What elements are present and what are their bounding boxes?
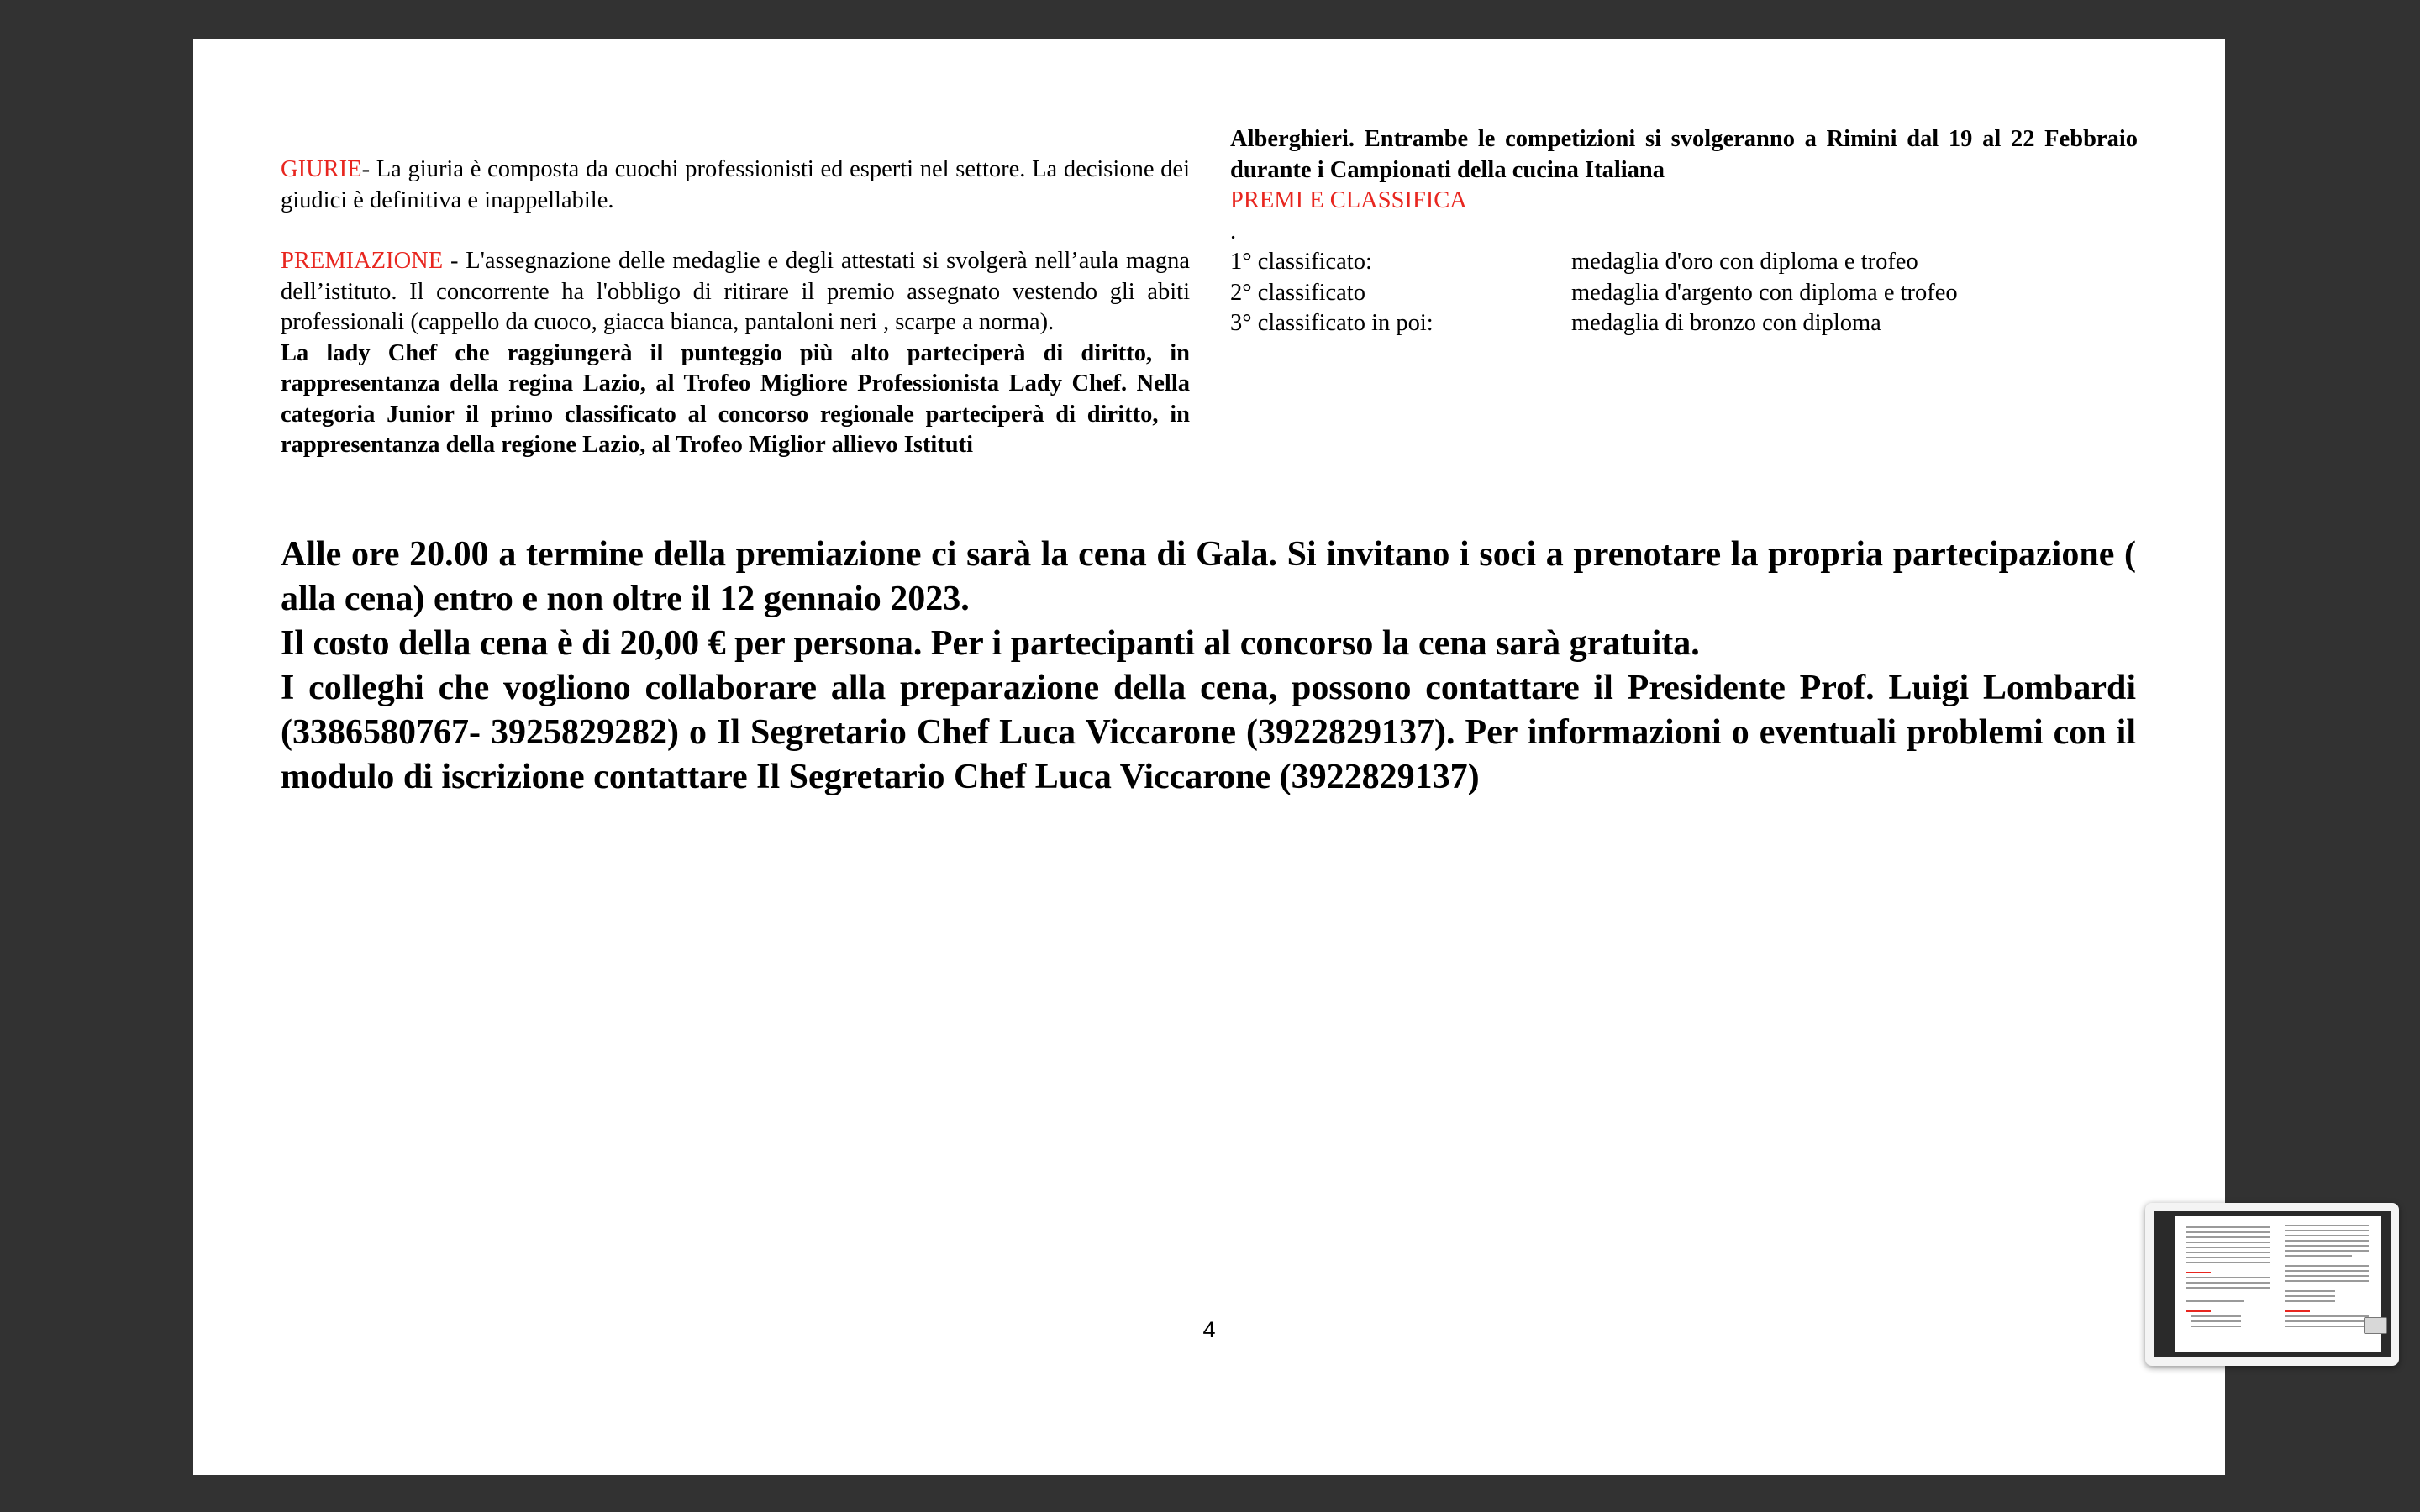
premiazione-paragraph xyxy=(281,246,1190,339)
page-number: 4 xyxy=(1202,1317,1216,1342)
prize-row xyxy=(1230,308,2138,339)
prize-row xyxy=(1230,278,2138,309)
lady-chef-paragraph: La lady Chef che raggiungerà il punteggio più alto parteciperà di diritto, in rappresentanza della regina Lazio, al Trofeo Migliore Professionista Lady Chef. Nella categoria Junior il primo classificato al concorso regionale parteciperà di diritto, in rappresentanza della regione Lazio, al Trofeo Miglior allievo Istituti xyxy=(281,339,1190,458)
giurie-text: - La giuria è composta da cuochi professionisti ed esperti nel settore. La decisione dei giudici è definitiva e inappellabile. xyxy=(281,156,1190,213)
right-column xyxy=(1230,124,2138,339)
prize-place: 3° classificato in poi: xyxy=(1230,310,1434,336)
prize-award: medaglia d'oro con diploma e trofeo xyxy=(1571,249,1918,275)
premiazione-text: - L'assegnazione delle medaglie e degli attestati si svolgerà nell’aula magna dell’istituto. Il concorrente ha l'obbligo di ritirare il premio assegnato vestendo gli abiti professionali (cappello da cuoco, giacca bianca, pantaloni neri , scarpe a norma). xyxy=(281,248,1190,335)
premiazione-heading: PREMIAZIONE xyxy=(281,248,444,274)
dot-line: . xyxy=(1230,218,1237,244)
giurie-heading: GIURIE xyxy=(281,156,362,182)
continuation-paragraph: Alberghieri. Entrambe le competizioni si svolgeranno a Rimini dal 19 al 22 Febbraio durante i Campionati della cucina Italiana xyxy=(1230,126,2138,183)
prize-award: medaglia d'argento con diploma e trofeo xyxy=(1571,279,1958,306)
page-thumbnail-icon[interactable] xyxy=(2154,1211,2391,1357)
document-page xyxy=(193,39,2225,1475)
gala-line-3: I colleghi che vogliono collaborare alla preparazione della cena, possono contattare il Presidente Prof. Luigi Lombardi (3386580767- 3925829282) o Il Segretario Chef Luca Viccarone (3922829137). Per informazioni o eventuali problemi con il modulo di iscrizione contattare Il Segretario Chef Luca Viccarone (3922829137) xyxy=(281,669,2136,796)
gala-line-2: Il costo della cena è di 20,00 € per persona. Per i partecipanti al concorso la cena sarà gratuita. xyxy=(281,624,1700,663)
page-thumbnail-panel[interactable] xyxy=(2145,1203,2399,1366)
giurie-paragraph xyxy=(281,155,1190,216)
prize-award: medaglia di bronzo con diploma xyxy=(1571,310,1881,336)
thumbnail-resize-handle[interactable] xyxy=(2364,1317,2387,1334)
gala-announcement xyxy=(281,533,2136,800)
prize-row xyxy=(1230,247,2138,278)
prize-place: 2° classificato xyxy=(1230,279,1365,306)
premi-heading: PREMI E CLASSIFICA xyxy=(1230,187,1467,213)
left-column xyxy=(281,155,1190,461)
gala-line-1: Alle ore 20.00 a termine della premiazione ci sarà la cena di Gala. Si invitano i soci a prenotare la propria partecipazione ( alla cena) entro e non oltre il 12 gennaio 2023. xyxy=(281,535,2136,618)
thumbnail-sheet xyxy=(2175,1216,2381,1352)
prize-place: 1° classificato: xyxy=(1230,249,1372,275)
